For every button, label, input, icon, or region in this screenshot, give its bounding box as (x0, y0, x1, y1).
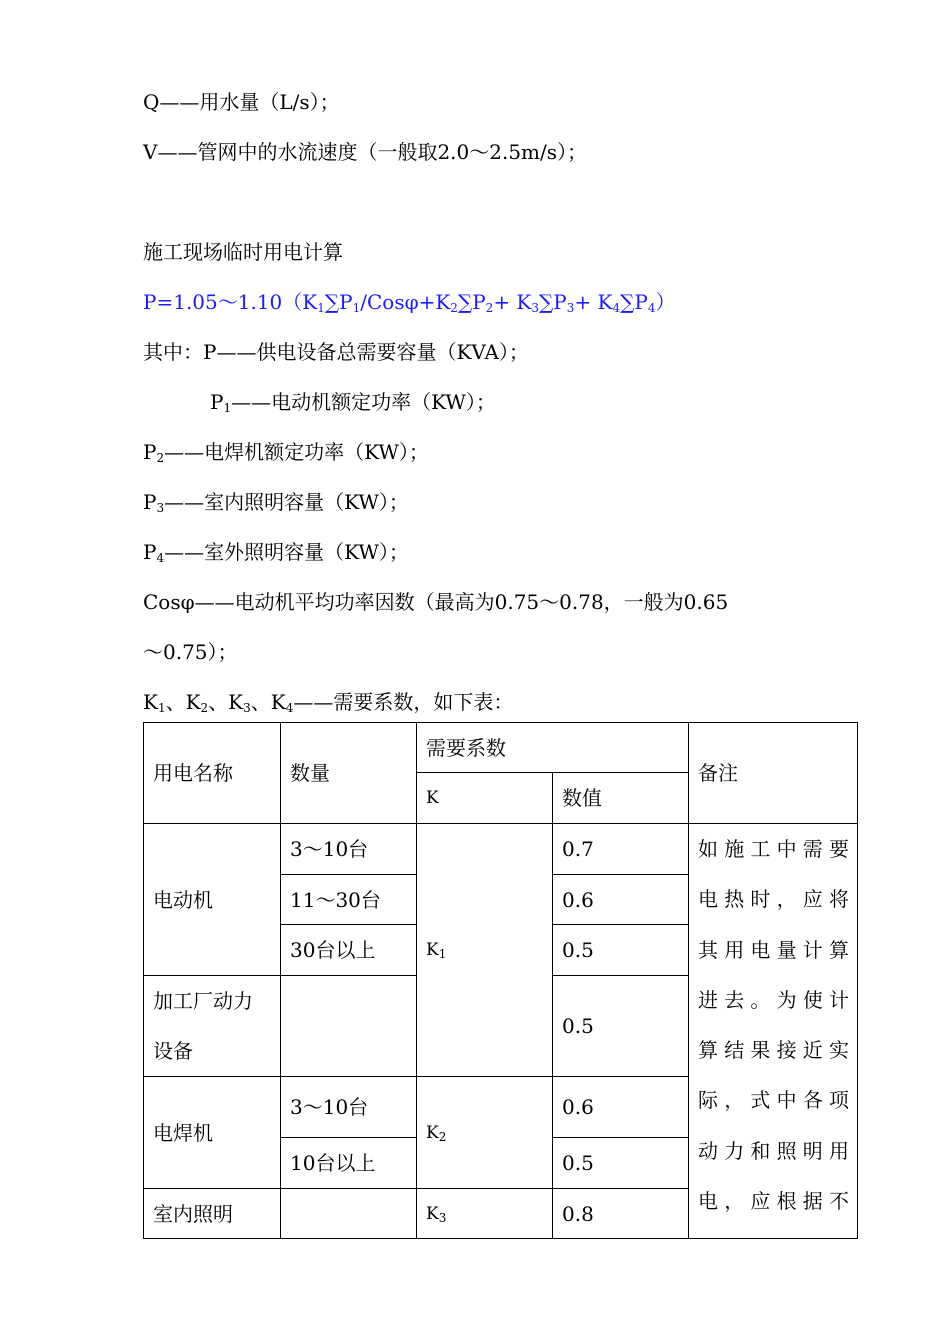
welder-name: 电焊机 (144, 1077, 281, 1189)
motor-value-1: 0.7 (553, 824, 689, 875)
table-header-row (144, 723, 858, 773)
p4-definition: $P_4——$室外照明容量（KW）； (143, 540, 409, 565)
p1-definition: $P_1——$电动机额定功率（KW）； (210, 390, 496, 415)
cos-definition-line2: ～0.75）； (143, 640, 238, 664)
p2-definition: $P_2——$电焊机额定功率（KW）； (143, 440, 429, 465)
welder-value-2: 0.5 (553, 1138, 689, 1189)
p3-definition: $P_3——$室内照明容量（KW）； (143, 490, 409, 515)
welder-qty-2: 10台以上 (281, 1138, 417, 1189)
header-note: 备注 (689, 723, 858, 824)
indoor-qty (281, 1189, 417, 1239)
motor-qty-3: 30台以上 (281, 925, 417, 976)
header-name: 用电名称 (144, 723, 281, 824)
header-k: K (417, 773, 553, 824)
factory-name: 加工厂动力设备 (144, 976, 281, 1077)
demand-coefficient-table (143, 722, 858, 1239)
header-quantity: 数量 (281, 723, 417, 824)
table-row (144, 824, 858, 875)
motor-value-3: 0.5 (553, 925, 689, 976)
indoor-name: 室内照明 (144, 1189, 281, 1239)
motor-qty-2: 11～30台 (281, 875, 417, 925)
v-definition: V——管网中的水流速度（一般取2.0～2.5m/s）； (143, 140, 588, 164)
factory-qty (281, 976, 417, 1077)
p-definition: 其中：P——供电设备总需要容量（KVA）； (143, 340, 529, 364)
header-value: 数值 (553, 773, 689, 824)
q-definition: Q——用水量（L/s）； (143, 90, 340, 114)
note-cell: 如施工中需要 电热时，应将 其用电量计算 进去。为使计 算结果接近实 际，式中各项 动力和照明用 电，应根据不 (689, 824, 858, 1239)
cos-definition-line1: Cosφ——电动机平均功率因数（最高为0.75～0.78，一般为0.65 (143, 590, 729, 614)
motor-value-2: 0.6 (553, 875, 689, 925)
factory-value: 0.5 (553, 976, 689, 1077)
indoor-value: 0.8 (553, 1189, 689, 1239)
k3-cell: $K_3$ (417, 1189, 553, 1239)
k1-cell: $K_1$ (417, 824, 553, 1077)
motor-name: 电动机 (144, 824, 281, 976)
header-coefficient: 需要系数 (417, 723, 689, 773)
power-formula: $P=1.05\sim 1.10(K_1\sum P_1/Cos\varphi+K_2\sum P_2+ K_3\sum P_3+ K_4\sum P_4)$ (143, 290, 676, 315)
motor-qty-1: 3～10台 (281, 824, 417, 875)
k2-cell: $K_2$ (417, 1077, 553, 1189)
welder-value-1: 0.6 (553, 1077, 689, 1138)
section-heading: 施工现场临时用电计算 (143, 240, 343, 264)
welder-qty-1: 3～10台 (281, 1077, 417, 1138)
k-coefficients-intro: $K_1$、$K_2$、$K_3$、$K_4——$需要系数，如下表： (143, 690, 514, 715)
